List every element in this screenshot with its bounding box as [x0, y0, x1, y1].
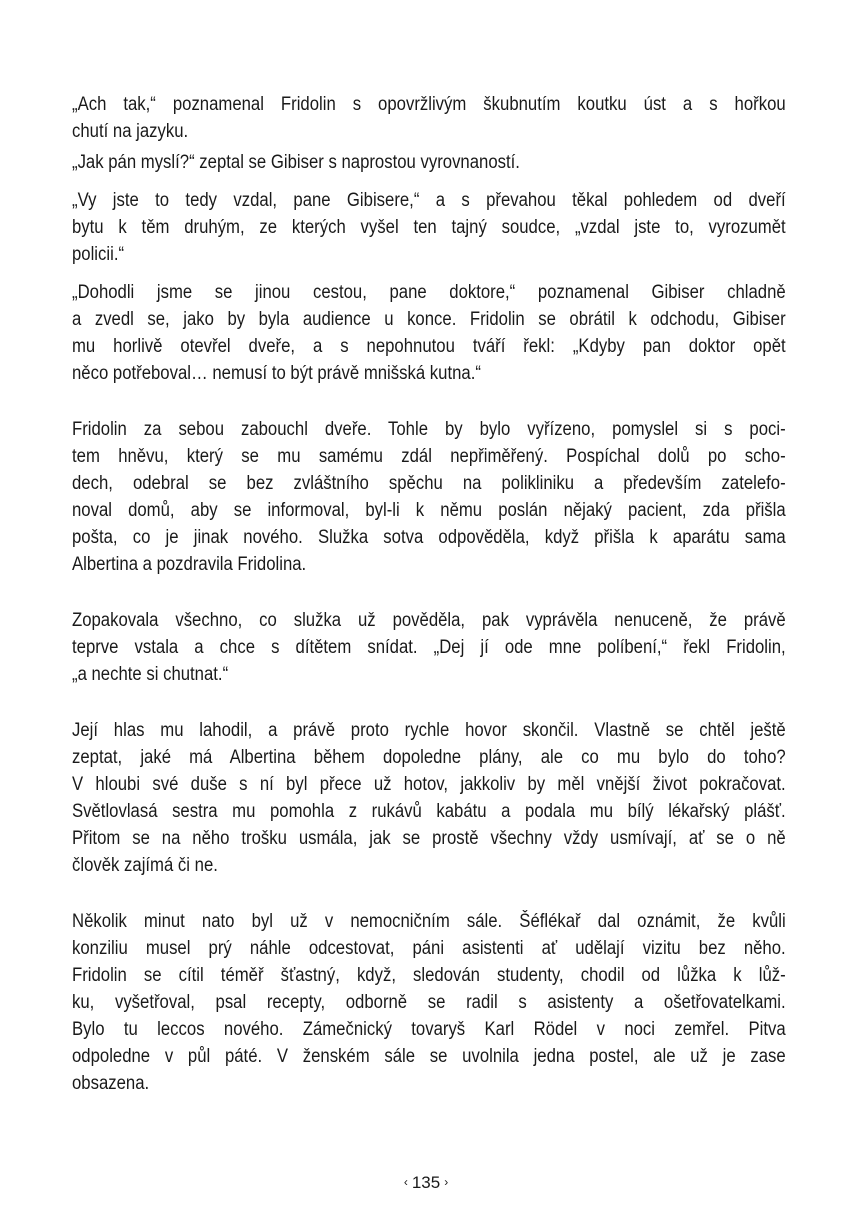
paragraph [72, 91, 786, 145]
page-number-left-mark: ‹ [403, 1175, 408, 1189]
text-line: člověk zajímá či ne. [72, 855, 218, 876]
text-line: Fridolin za sebou zabouchl dveře. Tohle by bylo vyřízeno, pomyslel si s poci- [72, 419, 786, 440]
paragraph [72, 149, 786, 176]
paragraph [72, 416, 786, 578]
text-line: Její hlas mu lahodil, a právě proto rychle hovor skončil. Vlastně se chtěl ještě [72, 720, 786, 741]
paragraph [72, 908, 786, 1097]
text-line: obsazena. [72, 1073, 150, 1094]
text-line: V hloubi své duše s ní byl přece už hotov, jakkoliv by měl vnější život pokračovat. [72, 774, 786, 795]
text-line: „Dohodli jsme se jinou cestou, pane doktore,“ poznamenal Gibiser chladně [72, 282, 786, 303]
text-line: Zopakovala všechno, co služka už pověděla, pak vyprávěla nenuceně, že právě [72, 610, 786, 631]
text-line: Několik minut nato byl už v nemocničním sále. Šéflékař dal oznámit, že kvůli [72, 911, 786, 932]
paragraph [72, 187, 786, 268]
text-line: chutí na jazyku. [72, 121, 189, 142]
text-line: policii.“ [72, 244, 125, 265]
text-line: teprve vstala a chce s dítětem snídat. „Dej jí ode mne políbení,“ řekl Fridolin, [72, 637, 786, 658]
page-number-value: 135 [411, 1173, 441, 1192]
text-line: tem hněvu, který se mu samému zdál nepřiměřený. Pospíchal dolů po scho- [72, 446, 786, 467]
page-number-right-mark: › [444, 1175, 449, 1189]
text-line: Přitom se na něho trošku usmála, jak se prostě všechny vždy usmívají, ať se o ně [72, 828, 786, 849]
text-line: pošta, co je jinak nového. Služka sotva odpověděla, když přišla k aparátu sama [72, 527, 786, 548]
text-line: Světlovlasá sestra mu pomohla z rukávů kabátu a podala mu bílý lékařský plášť. [72, 801, 786, 822]
text-line: mu horlivě otevřel dveře, a s nepohnutou tváří řekl: „Kdyby pan doktor opět [72, 336, 786, 357]
text-line: dech, odebral se bez zvláštního spěchu na polikliniku a především zatelefo- [72, 473, 786, 494]
text-line: „Jak pán myslí?“ zeptal se Gibiser s naprostou vyrovnaností. [72, 152, 520, 173]
text-line: a zvedl se, jako by byla audience u konce. Fridolin se obrátil k odchodu, Gibiser [72, 309, 786, 330]
text-line: Albertina a pozdravila Fridolina. [72, 554, 307, 575]
page-number [0, 1173, 852, 1193]
text-line: Bylo tu leccos nového. Zámečnický tovaryš Karl Rödel v noci zemřel. Pitva [72, 1019, 786, 1040]
text-line: něco potřeboval… nemusí to být právě mnišská kutna.“ [72, 363, 481, 384]
text-line: „Vy jste to tedy vzdal, pane Gibisere,“ a s převahou těkal pohledem od dveří [72, 190, 786, 211]
paragraph [72, 607, 786, 688]
text-line: zeptat, jaké má Albertina během dopoledne plány, ale co mu bylo do toho? [72, 747, 786, 768]
paragraph [72, 279, 786, 387]
text-line: ku, vyšetřoval, psal recepty, odborně se radil s asistenty a ošetřovatelkami. [72, 992, 786, 1013]
paragraph [72, 717, 786, 879]
text-line: noval domů, aby se informoval, byl-li k němu poslán nějaký pacient, zda přišla [72, 500, 786, 521]
text-line: „Ach tak,“ poznamenal Fridolin s opovržlivým škubnutím koutku úst a s hořkou [72, 94, 786, 115]
text-line: konziliu musel prý náhle odcestovat, páni asistenti ať udělají vizitu bez něho. [72, 938, 786, 959]
text-line: „a nechte si chutnat.“ [72, 664, 229, 685]
text-line: odpoledne v půl páté. V ženském sále se uvolnila jedna postel, ale už je zase [72, 1046, 786, 1067]
text-line: bytu k těm druhým, ze kterých vyšel ten tajný soudce, „vzdal jste to, vyrozumět [72, 217, 786, 238]
text-line: Fridolin se cítil téměř šťastný, když, sledován studenty, chodil od lůžka k lůž- [72, 965, 786, 986]
